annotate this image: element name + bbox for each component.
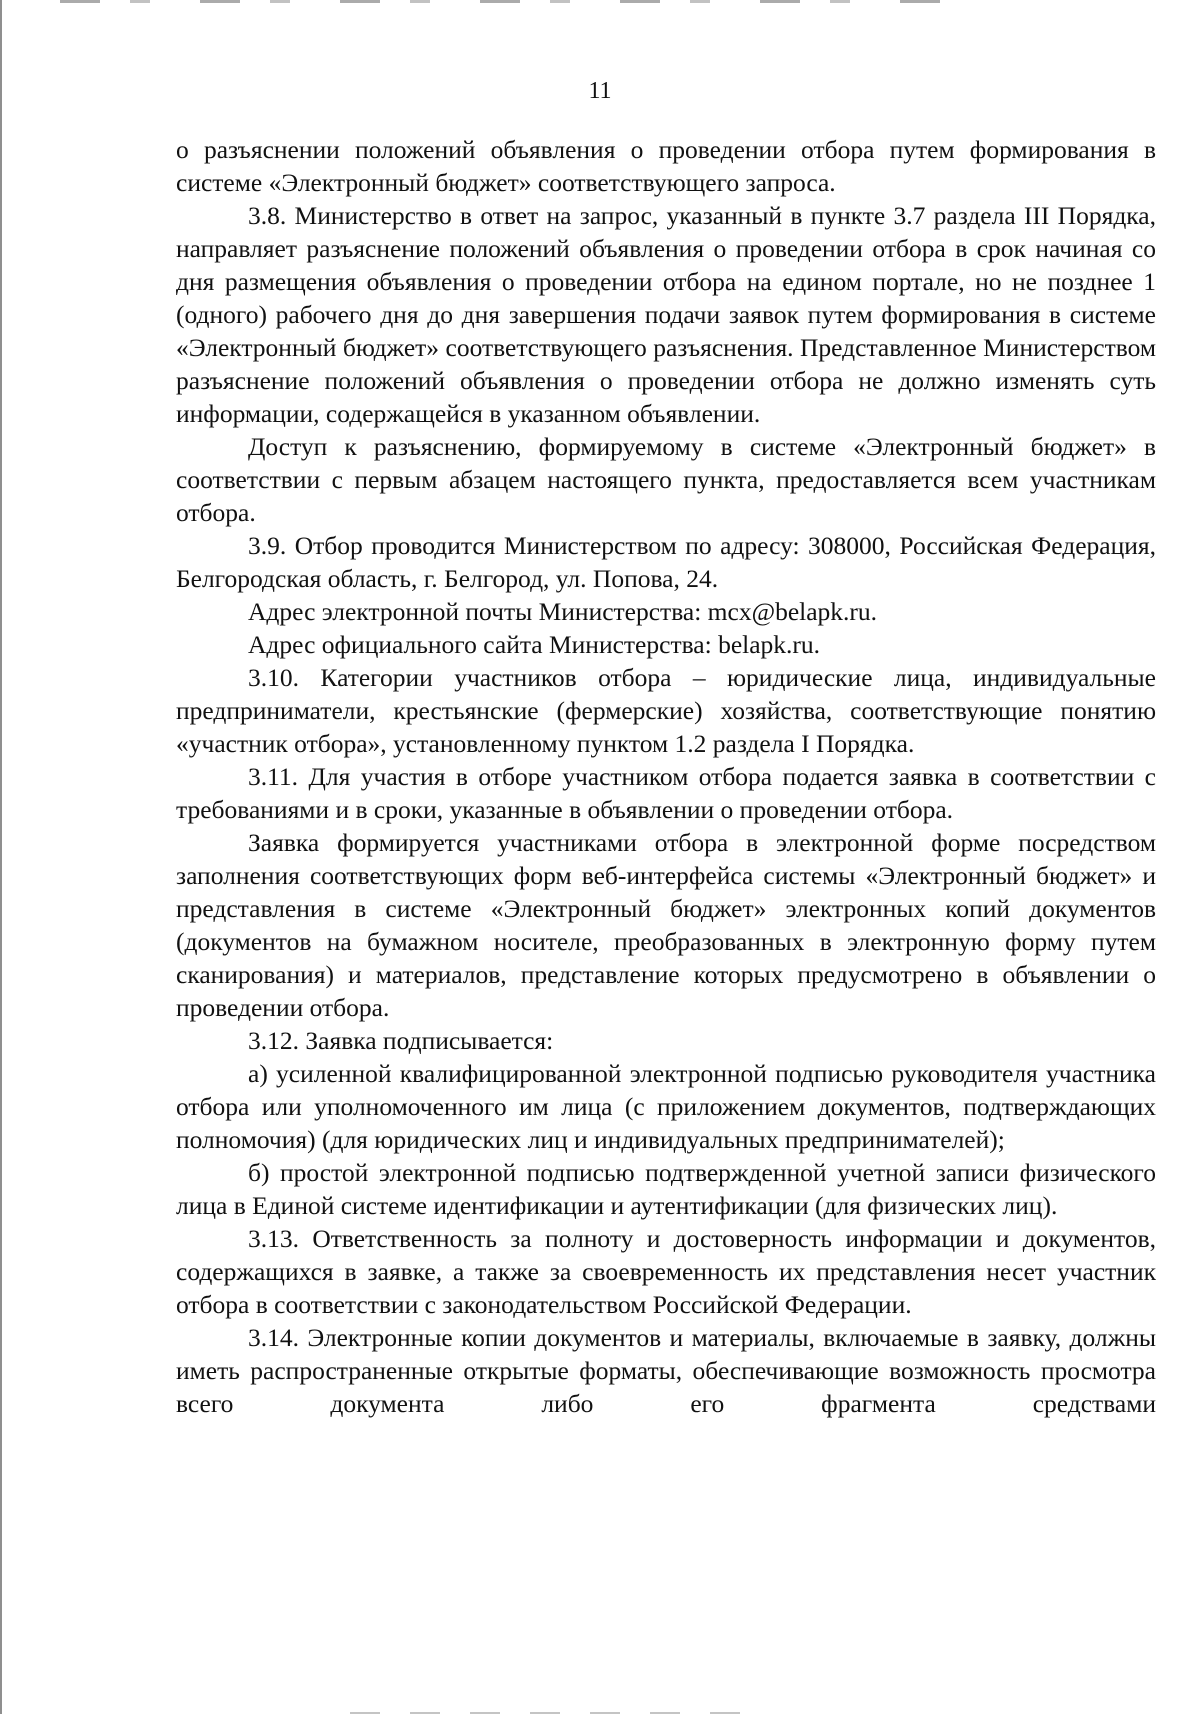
scan-artifact-left-edge xyxy=(0,0,2,1714)
paragraph-continuation: о разъяснении положений объявления о проведении отбора путем формирования в системе «Электронный бюджет» соответствующего запроса. xyxy=(176,135,1156,197)
paragraph-3-12-a: а) усиленной квалифицированной электронной подписью руководителя участника отбора или уполномоченного им лица (с приложением документов, подтверждающих полномочия) (для юридических лиц и индивидуальных предпринимателей); xyxy=(176,1059,1156,1154)
document-body xyxy=(176,133,1156,1420)
paragraph-3-11-form: Заявка формируется участниками отбора в электронной форме посредством заполнения соответствующих форм веб-интерфейса системы «Электронный бюджет» и представления в системе «Электронный бюджет» электронных копий документов (документов на бумажном носителе, преобразованных в электронную форму путем сканирования) и материалов, представление которых предусмотрено в объявлении о проведении отбора. xyxy=(176,828,1156,1022)
scan-artifact-top xyxy=(60,0,960,3)
paragraph-3-12: 3.12. Заявка подписывается: xyxy=(248,1026,554,1055)
paragraph-3-12-b: б) простой электронной подписью подтвержденной учетной записи физического лица в Единой системе идентификации и аутентификации (для физических лиц). xyxy=(176,1158,1156,1220)
paragraph-3-10: 3.10. Категории участников отбора – юридические лица, индивидуальные предприниматели, крестьянские (фермерские) хозяйства, соответствующие понятию «участник отбора», установленному пунктом 1.2 раздела I Порядка. xyxy=(176,663,1156,758)
paragraph-3-9-website: Адрес официального сайта Министерства: belapk.ru. xyxy=(248,630,821,659)
paragraph-3-8-access: Доступ к разъяснению, формируемому в системе «Электронный бюджет» в соответствии с первым абзацем настоящего пункта, предоставляется всем участникам отбора. xyxy=(176,432,1156,527)
paragraph-3-11: 3.11. Для участия в отборе участником отбора подается заявка в соответствии с требованиями и в сроки, указанные в объявлении о проведении отбора. xyxy=(176,762,1156,824)
paragraph-3-8: 3.8. Министерство в ответ на запрос, указанный в пункте 3.7 раздела III Порядка, направляет разъяснение положений объявления о проведении отбора в срок начиная со дня размещения объявления о проведении отбора на едином портале, но не позднее 1 (одного) рабочего дня до дня завершения подачи заявок путем формирования в системе «Электронный бюджет» соответствующего разъяснения. Представленное Министерством разъяснение положений объявления о проведении отбора не должно изменять суть информации, содержащейся в указанном объявлении. xyxy=(176,201,1156,428)
paragraph-3-13: 3.13. Ответственность за полноту и достоверность информации и документов, содержащихся в заявке, а также за своевременность их представления несет участник отбора в соответствии с законодательством Российской Федерации. xyxy=(176,1224,1156,1319)
paragraph-3-9-email: Адрес электронной почты Министерства: mcx@belapk.ru. xyxy=(248,597,878,626)
paragraph-3-14: 3.14. Электронные копии документов и материалы, включаемые в заявку, должны иметь распространенные открытые форматы, обеспечивающие возможность просмотра всего документа либо его фрагмента средствами xyxy=(176,1323,1156,1418)
paragraph-3-9: 3.9. Отбор проводится Министерством по адресу: 308000, Российская Федерация, Белгородская область, г. Белгород, ул. Попова, 24. xyxy=(176,531,1156,593)
page-number: 11 xyxy=(588,78,612,104)
